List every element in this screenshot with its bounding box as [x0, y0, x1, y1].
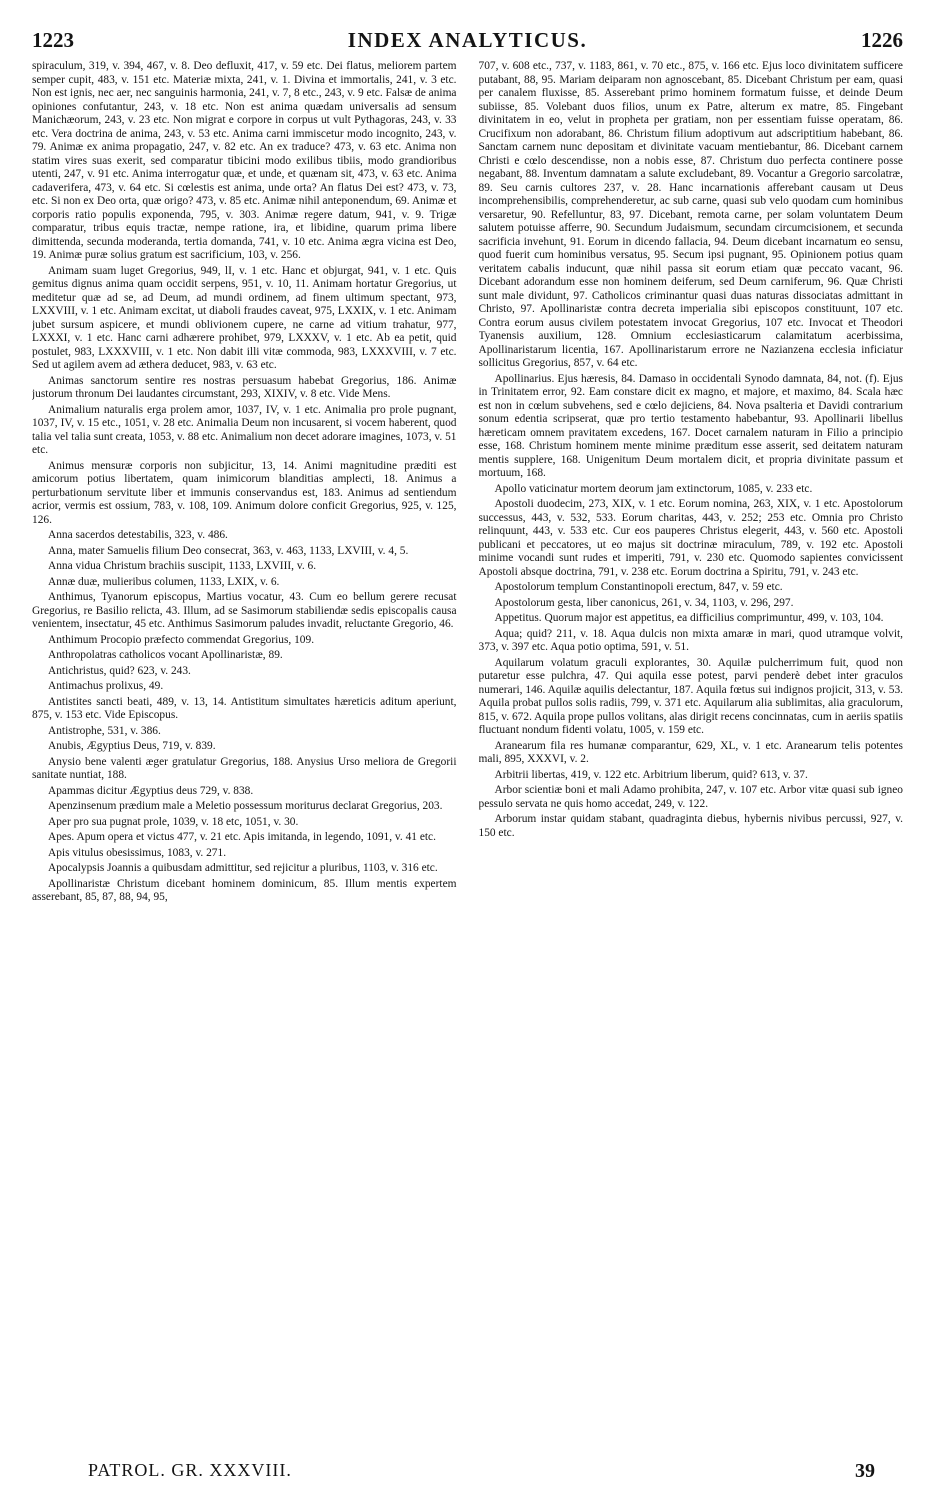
index-entry: Annæ duæ, mulieribus columen, 1133, LXIX, v. 6.: [48, 575, 280, 588]
index-entry: Arbitrii libertas, 419, v. 122 etc. Arbitrium liberum, quid? 613, v. 37.: [494, 768, 808, 781]
index-entry: Appetitus. Quorum major est appetitus, ea difficilius comprimuntur, 499, v. 103, 104.: [494, 612, 884, 624]
right-column: [479, 60, 904, 1455]
index-entry: Animus mensuræ corporis non subjicitur, 13, 14. Animi magnitudine præditi est amicorum potius libertatem, quam inimicorum blanditias amplecti, 18. Animus a perturbationum servitute liber et immunis conservandus est, 183. Animus ad sentiendum acrior, vermis est ossium, 783, v. 108, 109. Animum dolore conficit Gregorius, 925, v. 125, 126.: [32, 459, 457, 526]
page-footer: [88, 1460, 875, 1488]
index-entry: Apes. Apum opera et victus 477, v. 21 etc. Apis imitanda, in legendo, 1091, v. 41 etc.: [48, 831, 436, 843]
index-entry: Antichristus, quid? 623, v. 243.: [48, 664, 191, 677]
index-entry: Apostolorum templum Constantinopoli erectum, 847, v. 59 etc.: [494, 581, 783, 593]
index-entry: Arbor scientiæ boni et mali Adamo prohibita, 247, v. 107 etc. Arbor vitæ quasi sub igneo pessulo servata ne quis homo accedat, 249, v. 122.: [478, 784, 903, 810]
index-entry: Aper pro sua pugnat prole, 1039, v. 18 etc, 1051, v. 30.: [48, 815, 299, 828]
index-entry: Apis vitulus obesissimus, 1083, v. 271.: [48, 846, 227, 859]
index-entry: Antistrophe, 531, v. 386.: [48, 724, 161, 737]
index-entry: Aranearum fila res humanæ comparantur, 629, XL, v. 1 etc. Aranearum telis potentes mali, 895, XXXVI, v. 2.: [478, 739, 903, 765]
index-entry: spiraculum, 319, v. 394, 467, v. 8. Deo defluxit, 417, v. 59 etc. Dei flatus, meliorem partem semper cupit, 483, v. 151 etc. Materiæ mixta, 241, v. 1. Divina et immortalis, 241, v. 3 etc. Non est ignis, nec aer, nec sanguinis harmonia, 241, v. 7, 8 etc., 243, v. 9 etc. Falsæ de anima opiniones confutantur, 243, v. 18 etc. Non est anima quædam universalis ad sensum Manichæorum, 243, v. 23 etc. Non migrat e corpore in corpus ut vult Pythagoras, 243, v. 33 etc. Vera doctrina de anima, 243, v. 53 etc. Anima carni immiscetur modo incognito, 243, v. 79. Animæ ex anima propagatio, 247, v. 82 etc. An ex traduce? 473, v. 63 etc. Anima non statim vires suas exerit, sed comparatur tibicini modo exilibus tibiis, modo grandioribus utenti, 247, v. 91 etc. Anima interrogatur quæ, et unde, et quænam sit, 473, v. 63 etc. Anima cadaverifera, 473, v. 64 etc. Si cœlestis est anima, unde orta? An flatus Dei est? 473, v. 73, etc. Si non ex Deo orta, quæ origo? 473, v. 85 etc. Animæ nihil anteponendum, 69. Animæ et corporis ratio populis exponenda, 795, v. 303. Animæ regere datum, 941, v. 9. Trigæ comparatur, tribus equis tractæ, nempe ratione, ira, et libidine, quarum prima libere dimittenda, secunda moderanda, tertia domanda, 741, v. 10 etc. Anima ægra vicina est Deo, 19. Animæ puræ solius gratum est sacrificium, 103, v. 256.: [32, 60, 457, 261]
index-entry: Animam suam luget Gregorius, 949, lI, v. 1 etc. Hanc et objurgat, 941, v. 1 etc. Quis gemitus dignus anima quam occidit serpens, 951, v. 10, 11. Animam hortatur Gregorius, ut meditetur quæ ad se, ad Deum, ad mundi ordinem, ad finem ultimum spectant, 973, LXXVIII, v. 1 etc. Animam excitat, ut diaboli fraudes caveat, 975, LXXIX, v. 1 etc. Animam jubet sursum aspicere, et mundi oblivionem cupere, ne carne ad vitium trahatur, 977, LXXXI, v. 1 etc. Hanc carni adhærere prohibet, 979, LXXXV, v. 1 etc. Ab ea petit, quid postulet, 983, LXXXVIII, v. 1 etc. Non dabit illi vitæ commoda, 983, LXXXVIII, v. 7 etc. Sed ut agilem avem ad æthera deducet, 983, v. 63 etc.: [32, 264, 457, 371]
two-column-text: [32, 60, 903, 1455]
right-column-number: 1226: [861, 28, 903, 52]
page-title: INDEX ANALYTICUS.: [347, 28, 588, 52]
index-entry: Anthimus, Tyanorum episcopus, Martius vocatur, 43. Cum eo bellum gerere recusat Gregorius, re Basilio relicta, 43. Illum, ad se Sasimorum stabiliendæ sedis episcopalis causa venientem, insectatur, 45 etc. Anthimus Sasimorum paludes invadit, reluctante Gregorio, 46.: [32, 591, 457, 630]
index-entry: Apostoli duodecim, 273, XIX, v. 1 etc. Eorum nomina, 263, XIX, v. 1 etc. Apostolorum successus, 443, v. 532, 533. Eorum charitas, 443, v. 252; 253 etc. Omnia pro Christo relinquunt, 443, v. 533 etc. Cur eos pauperes Christus elegerit, 443, v. 560 etc. Apostoli publicani et peccatores, ut eo majus sit doctrinæ miraculum, 789, v. 192 etc. Apostoli minime vocandi sunt rudes et imperiti, 791, v. 230 etc. Quomodo sapientes convicissent Apostoli absque doctrina, 791, v. 238 etc. Eorum doctrina a Spiritu, 791, v. 243 etc.: [478, 498, 903, 578]
index-entry: Antimachus prolixus, 49.: [48, 680, 164, 692]
index-entry: Aquilarum volatum graculi explorantes, 30. Aquilæ pulcherrimum fuit, quod non putaretur esse pulchra, 47. Qui aquila esse potest, parvi penderè debet inter graculos numerari, 146. Aquilæ aquilis delectantur, 187. Aquila fœtus sui indignos projicit, 313, v. 53. Aquila probat pullos solis radiis, 799, v. 371 etc. Aquilarum alia sublimitas, alia graculorum, 815, v. 672. Aquila prope pullos volitans, alas dirigit recens concinnatas, cum in aeriis spatiis fluctuant nondum fidenti volatu, 1005, v. 159 etc.: [478, 656, 903, 736]
index-entry: Apollo vaticinatur mortem deorum jam extinctorum, 1085, v. 233 etc.: [494, 482, 813, 495]
index-entry: Apocalypsis Joannis a quibusdam admittitur, sed rejicitur a pluribus, 1103, v. 316 etc.: [48, 862, 438, 874]
index-entry: Arborum instar quidam stabant, quadraginta diebus, hybernis nivibus percussi, 927, v. 150 etc.: [478, 813, 903, 839]
volume-reference: PATROL. GR. XXXVIII.: [88, 1460, 292, 1480]
left-column-number: 1223: [32, 28, 74, 52]
index-entry: Apollinarius. Ejus hæresis, 84. Damaso in occidentali Synodo damnata, 84, not. (f). Ejus in Trinitatem error, 92. Eam constare dicit ex magno, et majore, et maximo, 84. Scala hæc est non in cœlum subvehens, sed e cœlo dejiciens, 84. Nova psalteria et Davidi contrarium sonum edentia scripserat, quæ pro tertio testamento habebantur, 93. Apollinarii libellus hæreticam omnem pravitatem excedens, 167. Docet carnalem naturam in Filio a principio esse, 168. Christum hominem mente minime præditum esse asserit, sed deitatem naturam mentis supplere, 168. Unigenitum Deum mortalem dicit, et propria divinitate passum et mortuum, 168.: [478, 372, 903, 479]
index-entry: Apammas dicitur Ægyptius deus 729, v. 838.: [48, 784, 254, 797]
running-header: [32, 28, 903, 54]
index-entry: Antistites sancti beati, 489, v. 13, 14. Antistitum simultates hæreticis aditum aperiunt, 875, v. 153 etc. Vide Episcopus.: [32, 695, 457, 721]
index-entry: 707, v. 608 etc., 737, v. 1183, 861, v. 70 etc., 875, v. 166 etc. Ejus loco divinitatem sufficere putabant, 88, 95. Mariam deiparam non agnoscebant, 85. Dicebant Christum per eam, quasi per canalem fluxisse, 85. Asserebant primo hominem formatum fuisse, et deinde Deum subiisse, 85. Volebant duos filios, unum ex Patre, alterum ex matre, 85. Fingebant divinitatem in eo, velut in propheta per gratiam, non per essentiam fuisse operatam, 86. Crucifixum non adorabant, 86. Christum filium adoptivum aut adscriptitium habebant, 86. Sanctam carnem nunc depositam et divinitate vacuam mentiebantur, 86. Dicebant carnem Christi e cœlo descendisse, non a nobis esse, 87. Christum duo perfecta continere posse negabant, 88. Inventum damnatam a salute excludebant, 89. Vocantur a Gregorio sarcolatræ, 89. Seu carnis cultores 237, v. 28. Hanc incarnationis afferebant causam ut Deus incomprehensibilis, comprehenderetur, ac sub carne, quasi sub velo quodam cum hominibus versaretur, 90. Refelluntur, 83, 97. Dicebant, remota carne, per solam voluntatem Deum salutem potuisse afferre, 90. Secundum Judaismum, secundam circumcisionem, et secunda sacrificia invehunt, 91. Eorum in dicendo fallacia, 94. Deum dicebant incarnatum eo sensu, quod fuerit cum hominibus versatus, 95. Secum ipsi pugnant, 95. Opinionem potius quam veritatem cabalis inducunt, quæ nihil passa sit eorum etiam quæ peccato vacant, 96. Dicebant adorandum esse non hominem deiferum, sed Deum carniferum, 96. Quæ Christi sunt male dividunt, 97. Catholicos criminantur quasi duas naturas dissociatas admittant in Christo, 97. Apollinaristæ contra decreta imperialia sibi episcopos constituunt, 107 etc. Contra eorum ausus civilem potestatem invocat Gregorius, 107 etc. Invocat et Theodori Tyanensis auxilium, 128. Omnium ecclesiasticarum calamitatum acerbissima, Apollinaristarum licentia, 167. Apollinaristarum errore ne Nazianzena ecclesia inficiatur sollicitus Gregorius, 857, v. 64 etc.: [478, 60, 903, 369]
signature-number: 39: [855, 1460, 875, 1482]
index-entry: Animas sanctorum sentire res nostras persuasum habebat Gregorius, 186. Animæ justorum thronum Dei laudantes circumstant, 293, XIXIV, v. 8 etc. Vide Mens.: [32, 374, 457, 400]
index-entry: Apostolorum gesta, liber canonicus, 261, v. 34, 1103, v. 296, 297.: [494, 596, 794, 609]
index-entry: Anna, mater Samuelis filium Deo consecrat, 363, v. 463, 1133, LXVIII, v. 4, 5.: [48, 544, 409, 557]
index-entry: Aqua; quid? 211, v. 18. Aqua dulcis non mixta amaræ in mari, quod utramque volvit, 373, v. 397 etc. Aqua potio optima, 591, v. 51.: [478, 627, 903, 653]
index-entry: Apenzinsenum prædium male a Meletio possessum moriturus declarat Gregorius, 203.: [48, 800, 443, 812]
index-entry: Apollinaristæ Christum dicebant hominem dominicum, 85. Illum mentis expertem asserebant, 85, 87, 88, 94, 95,: [32, 877, 457, 903]
index-entry: Anna vidua Christum brachiis suscipit, 1133, LXVIII, v. 6.: [48, 560, 317, 572]
index-entry: Anubis, Ægyptius Deus, 719, v. 839.: [48, 740, 216, 752]
index-entry: Anthimum Procopio præfecto commendat Gregorius, 109.: [48, 633, 315, 646]
index-entry: Anthropolatras catholicos vocant Apollinaristæ, 89.: [48, 649, 283, 661]
index-entry: Animalium naturalis erga prolem amor, 1037, IV, v. 1 etc. Animalia pro prole pugnant, 1037, IV, v. 15 etc., 1051, v. 28 etc. Animalia Deum non incusarent, si vocem haberent, quod talia vel talia sunt creata, 1053, v. 88 etc. Animalium non decet adorare imagines, 1073, v. 51 etc.: [32, 403, 457, 456]
left-column: [32, 60, 457, 1455]
index-entry: Anna sacerdos detestabilis, 323, v. 486.: [48, 529, 228, 541]
index-entry: Anysio bene valenti æger gratulatur Gregorius, 188. Anysius Urso meliora de Gregorii sanitate nuntiat, 188.: [32, 755, 457, 781]
